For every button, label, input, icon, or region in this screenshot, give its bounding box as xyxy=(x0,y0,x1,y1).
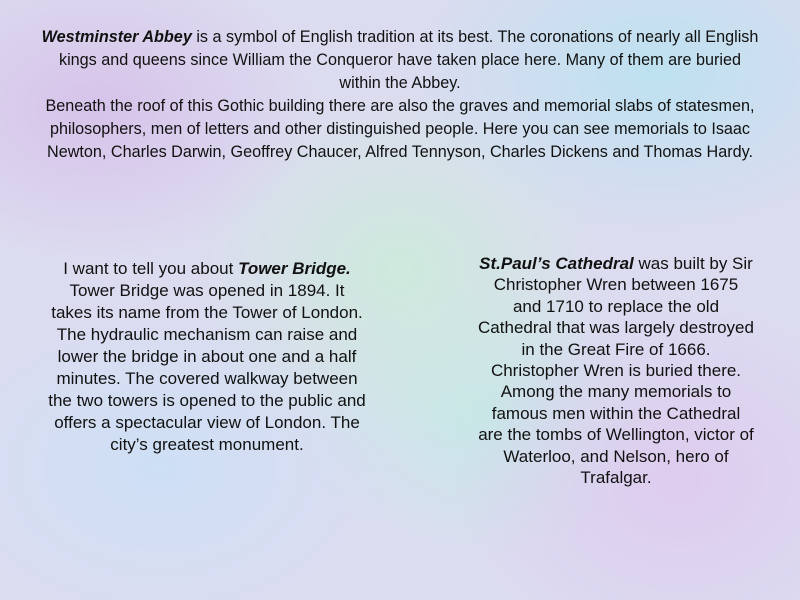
westminster-abbey-name: Westminster Abbey xyxy=(41,28,192,46)
westminster-abbey-memorials-text: Beneath the roof of this Gothic building there are also the graves and memorial slabs of statesmen, philosophers, men of letters and other distinguished people. Here you can see memorials to Isaac Newton, Charles Darwin, Geoffrey Chaucer, Alfred Tennyson, Charles Dickens and Thomas Hardy. xyxy=(45,97,755,161)
st-pauls-cathedral-name: St.Paul’s Cathedral xyxy=(479,254,634,273)
st-pauls-cathedral-paragraph xyxy=(478,253,754,488)
westminster-abbey-text: is a symbol of English tradition at its best. The coronations of nearly all English kings and queens since William the Conqueror have taken place here. Many of them are buried within the Abbey. xyxy=(58,28,759,92)
tower-bridge-text: Tower Bridge was opened in 1894. It takes its name from the Tower of London. The hydraulic mechanism can raise and lower the bridge in about one and a half minutes. The covered walkway between the two towers is opened to the public and offers a spectacular view of London. The city’s greatest monument. xyxy=(48,281,366,454)
tower-bridge-paragraph xyxy=(48,258,366,456)
tower-bridge-intro: I want to tell you about xyxy=(63,259,239,278)
westminster-abbey-paragraph xyxy=(40,26,760,164)
st-pauls-cathedral-text: was built by Sir Christopher Wren between 1675 and 1710 to replace the old Cathedral that was largely destroyed in the Great Fire of 1666. Christopher Wren is buried there. Among the many memorials to famous men within the Cathedral are the tombs of Wellington, victor of Waterloo, and Nelson, hero of Trafalgar. xyxy=(478,254,754,488)
tower-bridge-name: Tower Bridge. xyxy=(238,259,351,278)
